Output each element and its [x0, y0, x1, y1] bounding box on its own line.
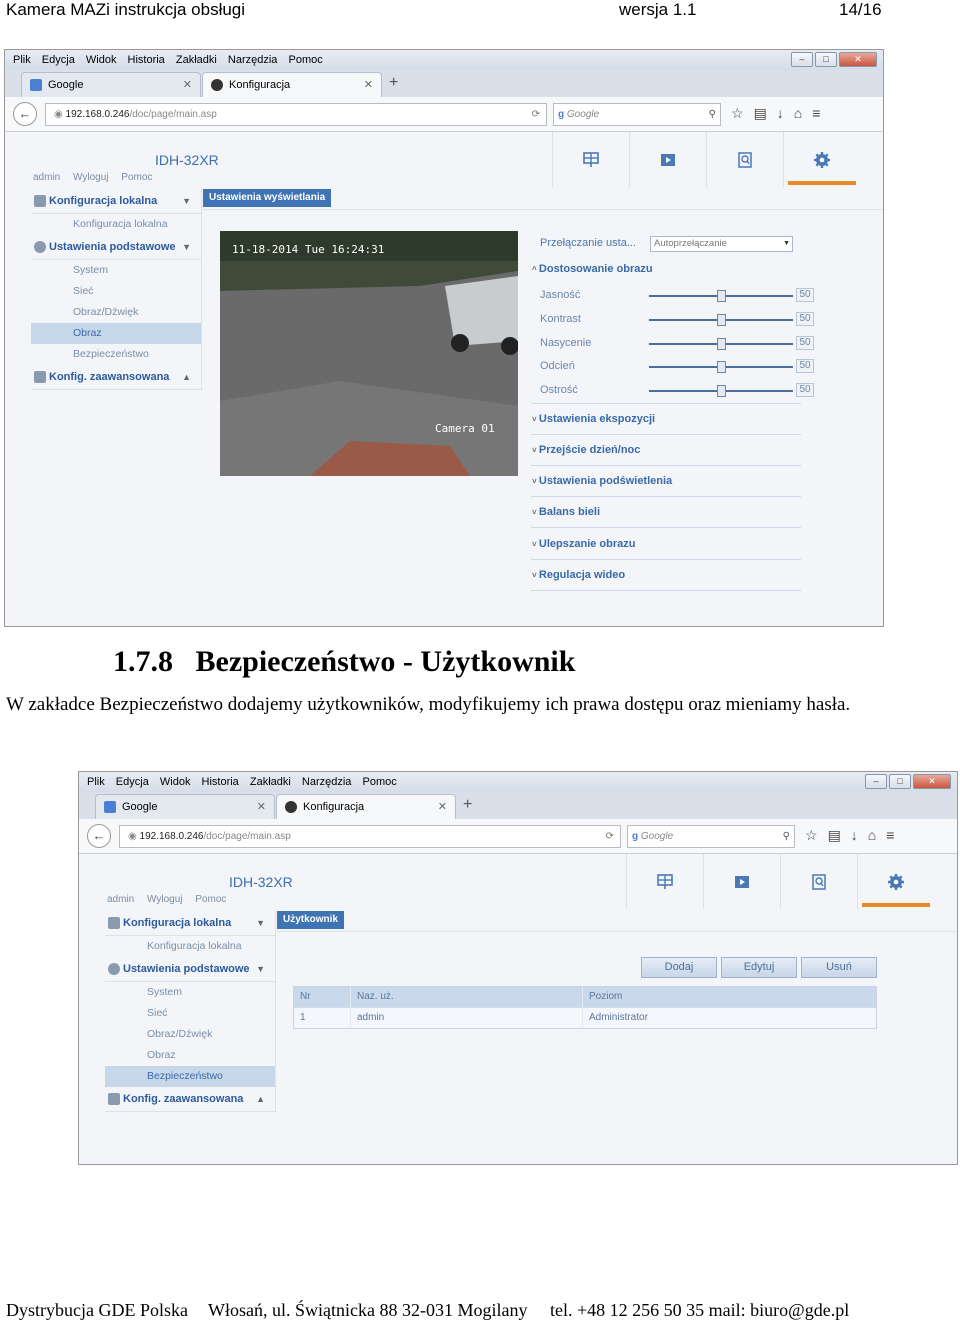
live-view-icon[interactable]	[552, 132, 629, 187]
browser-menubar	[5, 50, 883, 70]
sidebar-item-image[interactable]: Obraz	[31, 323, 201, 344]
download-icon[interactable]: ↓	[850, 827, 868, 843]
browser-toolbar-icons	[731, 105, 830, 122]
menu-pomoc[interactable]: Pomoc	[288, 54, 323, 66]
menu-plik[interactable]: Plik	[13, 54, 31, 66]
sidebar-item-video-audio[interactable]: Obraz/Dźwięk	[147, 1028, 213, 1040]
image-settings-panel: Ustawienia wyświetlania 11-18-2014 Tue 16:24:31 Camera 01 Przełączanie usta... Autoprzełączanie ▼ ^ Dostosowanie obrazu Jasność 50 Kontrast 50 Nasycenie 50 Odcień 50 Ostrość 50 ˅ Ustawienia ekspozycji ˅ Przejście dzień/noc ˅ Ustawienia podświetlenia ˅ Balans bieli ˅ Ulepszanie obrazu ˅ Regulacja wideo	[203, 189, 883, 627]
slider-handle[interactable]	[717, 290, 726, 302]
section-exposure[interactable]: ˅ Ustawienia ekspozycji	[532, 413, 656, 425]
screenshot-users	[78, 771, 958, 1165]
settings-gear-icon[interactable]	[783, 132, 860, 187]
table-row[interactable]	[294, 1007, 876, 1028]
contrast-slider[interactable]	[649, 319, 793, 321]
menu-plik[interactable]: Plik	[87, 776, 105, 788]
page-number: 14/16	[839, 0, 882, 19]
sidebar-item-video-audio[interactable]: Obraz/Dźwięk	[73, 306, 139, 318]
camera-favicon-icon	[211, 79, 223, 91]
globe-icon: ◉	[54, 109, 63, 120]
close-tab-icon[interactable]: ✕	[363, 79, 373, 91]
gear-icon	[34, 241, 46, 253]
chevron-down-icon: ▼	[182, 196, 191, 206]
menu-icon[interactable]: ≡	[812, 105, 831, 121]
contrast-value[interactable]: 50	[796, 312, 814, 326]
sidebar-item-security[interactable]: Bezpieczeństwo	[105, 1066, 275, 1087]
chevron-down-icon: ˅	[532, 477, 539, 486]
chevron-down-icon: ˅	[532, 508, 539, 517]
user-links	[107, 894, 236, 905]
edit-user-button[interactable]: Edytuj	[721, 957, 797, 978]
playback-icon[interactable]	[629, 132, 706, 187]
globe-icon: ◉	[128, 831, 137, 842]
menu-pomoc[interactable]: Pomoc	[362, 776, 397, 788]
bookmark-star-icon[interactable]: ☆	[731, 105, 754, 121]
tab-google[interactable]: Google ✕	[95, 794, 275, 820]
menu-edycja[interactable]: Edycja	[115, 776, 149, 788]
browser-tabs	[5, 70, 883, 97]
sidebar-item-network[interactable]: Sieć	[73, 285, 94, 297]
monitor-icon	[34, 195, 46, 207]
chevron-up-icon: ▲	[256, 1094, 265, 1104]
maximize-icon[interactable]: □	[815, 52, 837, 67]
sidebar-basic-settings[interactable]: Ustawienia podstawowe ▼	[31, 235, 201, 260]
reload-icon[interactable]: ⟳	[531, 109, 540, 120]
divider	[531, 403, 801, 404]
doc-version: wersja 1.1	[619, 0, 697, 19]
divider	[531, 496, 801, 497]
new-tab-icon[interactable]: +	[389, 74, 399, 91]
playback-icon[interactable]	[703, 854, 780, 909]
tab-google[interactable]: Google ✕	[21, 72, 201, 98]
chevron-up-icon: ▲	[182, 372, 191, 382]
chevron-down-icon: ˅	[532, 540, 539, 549]
close-icon[interactable]: ✕	[839, 52, 877, 67]
sidebar-item-security[interactable]: Bezpieczeństwo	[73, 348, 149, 360]
user-admin-link[interactable]: admin	[107, 894, 135, 905]
logout-link[interactable]: Wyloguj	[147, 894, 183, 905]
search-bar[interactable]: g Google ⚲	[553, 103, 721, 126]
home-icon[interactable]: ⌂	[793, 105, 813, 121]
search-engine-icon: g	[558, 109, 565, 120]
cell-nr: 1	[300, 1012, 306, 1023]
camera-preview-image	[220, 231, 518, 476]
chevron-up-icon: ^	[532, 265, 539, 274]
divider	[531, 465, 801, 466]
saturation-value[interactable]: 50	[796, 336, 814, 350]
section-video-adjustment[interactable]: ˅ Regulacja wideo	[532, 569, 626, 581]
divider	[531, 527, 801, 528]
menu-narzedzia[interactable]: Narzędzia	[227, 54, 278, 66]
sidebar-item-system[interactable]: System	[73, 264, 109, 276]
help-link[interactable]: Pomoc	[121, 172, 153, 183]
users-table	[293, 986, 877, 1029]
section-backlight[interactable]: ˅ Ustawienia podświetlenia	[532, 475, 673, 487]
adjust-section-header[interactable]: ^ Dostosowanie obrazu	[532, 263, 653, 275]
sidebar-item-system[interactable]: System	[147, 986, 183, 998]
maximize-icon[interactable]: □	[889, 774, 911, 789]
device-model: IDH-32XR	[155, 152, 219, 168]
wrench-icon	[108, 1093, 120, 1105]
main-nav	[626, 854, 934, 909]
close-tab-icon[interactable]: ✕	[256, 801, 266, 813]
url-bar[interactable]: ◉ 192.168.0.246/doc/page/main.asp ⟳	[45, 103, 547, 126]
osd-camera-name: Camera 01	[435, 422, 495, 435]
web-app	[79, 854, 957, 1164]
settings-gear-icon[interactable]	[857, 854, 934, 909]
browser-navbar	[79, 819, 957, 854]
back-icon[interactable]: ←	[87, 824, 111, 848]
slider-handle[interactable]	[717, 385, 726, 397]
chevron-down-icon: ▼	[182, 242, 191, 252]
close-tab-icon[interactable]: ✕	[182, 79, 192, 91]
user-links	[33, 172, 162, 183]
minimize-icon[interactable]: –	[865, 774, 887, 789]
download-icon[interactable]: ↓	[776, 105, 794, 121]
col-username: Naz. uż.	[350, 987, 582, 1007]
new-tab-icon[interactable]: +	[463, 796, 473, 813]
window-controls	[791, 52, 877, 67]
cell-level: Administrator	[582, 1008, 876, 1028]
footer-address: Włosań, ul. Świątnicka 88 32-031 Mogilany	[208, 1300, 528, 1320]
search-icon[interactable]: ⚲	[782, 831, 790, 842]
wrench-icon	[34, 371, 46, 383]
reading-list-icon[interactable]: ▤	[827, 827, 851, 843]
sharpness-value[interactable]: 50	[796, 383, 814, 397]
home-icon[interactable]: ⌂	[867, 827, 887, 843]
delete-user-button[interactable]: Usuń	[801, 957, 877, 978]
tab-konfiguracja[interactable]: Konfiguracja ✕	[276, 794, 456, 820]
footer-contact: tel. +48 12 256 50 35 mail: biuro@gde.pl	[550, 1300, 850, 1320]
add-user-button[interactable]: Dodaj	[641, 957, 717, 978]
section-day-night[interactable]: ˅ Przejście dzień/noc	[532, 444, 641, 456]
sidebar-advanced[interactable]: Konfig. zaawansowana ▲	[105, 1087, 275, 1112]
col-level: Poziom	[582, 987, 876, 1007]
google-favicon-icon	[104, 801, 116, 813]
switch-select[interactable]: Autoprzełączanie ▼	[650, 236, 793, 252]
users-panel	[277, 911, 957, 1151]
search-icon[interactable]: ⚲	[708, 109, 716, 120]
help-link[interactable]: Pomoc	[195, 894, 227, 905]
section-image-enhancement[interactable]: ˅ Ulepszanie obrazu	[532, 538, 636, 550]
section-heading: 1.7.8 Bezpieczeństwo - Użytkownik	[113, 645, 576, 678]
hue-value[interactable]: 50	[796, 359, 814, 373]
sidebar-advanced[interactable]: Konfig. zaawansowana ▲	[31, 365, 201, 390]
menu-edycja[interactable]: Edycja	[41, 54, 75, 66]
sharpness-slider[interactable]	[649, 390, 793, 392]
menu-historia[interactable]: Historia	[127, 54, 165, 66]
menu-narzedzia[interactable]: Narzędzia	[301, 776, 352, 788]
menu-zakladki[interactable]: Zakładki	[249, 776, 291, 788]
tab-user[interactable]: Użytkownik	[277, 911, 344, 929]
user-admin-link[interactable]: admin	[33, 172, 61, 183]
switch-label: Przełączanie usta...	[540, 237, 636, 249]
brightness-slider[interactable]	[649, 295, 793, 297]
chevron-down-icon: ▼	[256, 918, 265, 928]
hue-slider[interactable]	[649, 366, 793, 368]
minimize-icon[interactable]: –	[791, 52, 813, 67]
device-model: IDH-32XR	[229, 874, 293, 890]
sidebar-item-image[interactable]: Obraz	[147, 1049, 176, 1061]
menu-widok[interactable]: Widok	[85, 54, 117, 66]
camera-favicon-icon	[285, 801, 297, 813]
menu-historia[interactable]: Historia	[201, 776, 239, 788]
app-header	[5, 132, 883, 187]
section-white-balance[interactable]: ˅ Balans bieli	[532, 506, 601, 518]
web-app	[5, 132, 883, 626]
monitor-icon	[108, 917, 120, 929]
settings-sidebar	[31, 189, 202, 390]
footer-company: Dystrybucja GDE Polska	[6, 1300, 188, 1320]
divider	[531, 559, 801, 560]
tab-display-settings[interactable]: Ustawienia wyświetlania	[203, 189, 331, 207]
sidebar-item-local-config[interactable]: Konfiguracja lokalna	[73, 218, 168, 230]
url-bar[interactable]: ◉ 192.168.0.246/doc/page/main.asp ⟳	[119, 825, 621, 848]
menu-widok[interactable]: Widok	[159, 776, 191, 788]
sidebar-local-config[interactable]: Konfiguracja lokalna ▼	[31, 189, 201, 214]
doc-title: Kamera MAZi instrukcja obsługi	[6, 0, 246, 19]
section-paragraph: W zakładce Bezpieczeństwo dodajemy użytkowników, modyfikujemy ich prawa dostępu oraz mieniamy hasła.	[6, 694, 851, 715]
sidebar-local-config[interactable]: Konfiguracja lokalna ▼	[105, 911, 275, 936]
live-view-icon[interactable]	[626, 854, 703, 909]
window-controls	[865, 774, 951, 789]
slider-handle[interactable]	[717, 361, 726, 373]
saturation-slider[interactable]	[649, 343, 793, 345]
reading-list-icon[interactable]: ▤	[753, 105, 777, 121]
menu-zakladki[interactable]: Zakładki	[175, 54, 217, 66]
brightness-value[interactable]: 50	[796, 288, 814, 302]
browser-toolbar-icons	[805, 827, 904, 844]
table-header	[294, 987, 876, 1007]
picture-search-icon[interactable]	[706, 132, 783, 187]
close-icon[interactable]: ✕	[913, 774, 951, 789]
tab-konfiguracja[interactable]: Konfiguracja ✕	[202, 72, 382, 98]
cell-username: admin	[350, 1008, 582, 1028]
divider	[277, 931, 957, 932]
sidebar-item-local-config[interactable]: Konfiguracja lokalna	[147, 940, 242, 952]
logout-link[interactable]: Wyloguj	[73, 172, 109, 183]
google-favicon-icon	[30, 79, 42, 91]
chevron-down-icon: ▼	[256, 964, 265, 974]
slider-handle[interactable]	[717, 314, 726, 326]
menu-icon[interactable]: ≡	[886, 827, 905, 843]
browser-menubar	[79, 772, 957, 792]
main-nav	[552, 132, 860, 187]
picture-search-icon[interactable]	[780, 854, 857, 909]
bookmark-star-icon[interactable]: ☆	[805, 827, 828, 843]
browser-navbar	[5, 97, 883, 132]
browser-tabs	[79, 792, 957, 819]
sidebar-item-network[interactable]: Sieć	[147, 1007, 168, 1019]
chevron-down-icon: ˅	[532, 571, 539, 580]
sidebar-basic-settings[interactable]: Ustawienia podstawowe ▼	[105, 957, 275, 982]
chevron-down-icon: ˅	[532, 415, 539, 424]
screenshot-image-settings	[4, 49, 884, 627]
gear-icon	[108, 963, 120, 975]
camera-preview	[220, 231, 518, 476]
back-icon[interactable]: ←	[13, 102, 37, 126]
settings-sidebar	[105, 911, 276, 1112]
slider-handle[interactable]	[717, 338, 726, 350]
search-bar[interactable]: g Google ⚲	[627, 825, 795, 848]
close-tab-icon[interactable]: ✕	[437, 801, 447, 813]
divider	[531, 434, 801, 435]
chevron-down-icon: ˅	[532, 446, 539, 455]
divider	[203, 209, 883, 210]
osd-datetime: 11-18-2014 Tue 16:24:31	[232, 243, 385, 256]
app-header	[79, 854, 957, 909]
reload-icon[interactable]: ⟳	[605, 831, 614, 842]
search-engine-icon: g	[632, 831, 639, 842]
col-nr: Nr	[300, 991, 311, 1002]
divider	[531, 590, 801, 591]
